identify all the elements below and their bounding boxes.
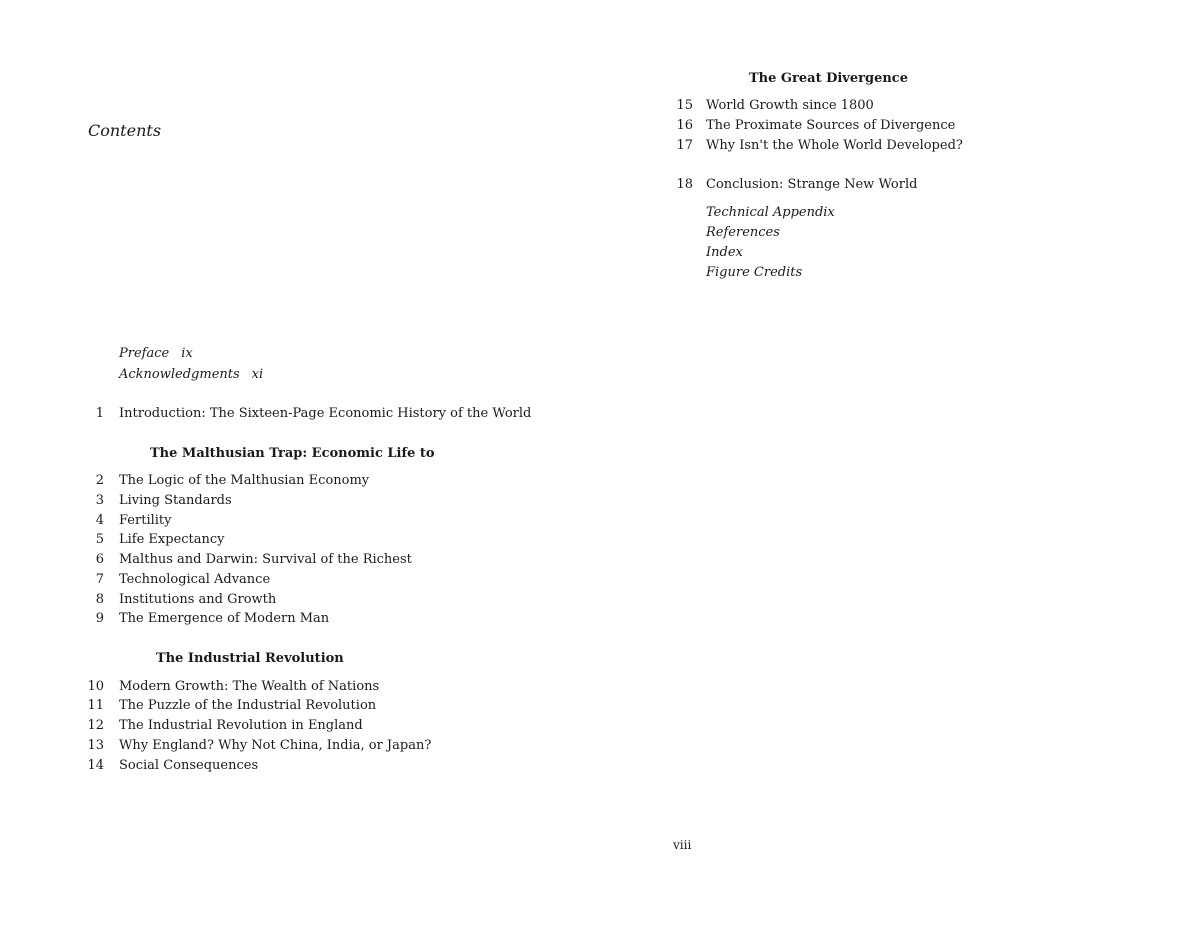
chapter-number: 8 <box>95 592 104 607</box>
toc-entry-chapter-15[interactable] <box>600 98 1200 116</box>
chapter-title: Living Standards <box>119 493 232 508</box>
chapter-title: World Growth since 1800 <box>706 98 874 113</box>
toc-entry-chapter-2[interactable] <box>0 473 600 491</box>
chapter-number: 7 <box>95 572 104 587</box>
chapter-title: The Industrial Revolution in England <box>119 718 363 733</box>
back-matter-index[interactable]: Index <box>706 245 743 260</box>
toc-entry-chapter-17[interactable] <box>600 138 1200 156</box>
chapter-number: 18 <box>676 177 693 192</box>
back-matter-references[interactable]: References <box>706 225 780 240</box>
chapter-number: 16 <box>676 118 693 133</box>
toc-entry-chapter-14[interactable] <box>0 758 600 776</box>
chapter-title: Conclusion: Strange New World <box>706 177 918 192</box>
toc-entry-chapter-11[interactable] <box>0 698 600 716</box>
chapter-title: Life Expectancy <box>119 532 225 547</box>
front-matter-label: Acknowledgments <box>119 367 240 382</box>
back-matter-technical-appendix[interactable]: Technical Appendix <box>706 205 835 220</box>
front-matter-page: xi <box>251 367 264 382</box>
chapter-title: Social Consequences <box>119 758 259 773</box>
chapter-number: 3 <box>95 493 104 508</box>
chapter-number: 2 <box>95 473 104 488</box>
toc-entry-chapter-6[interactable] <box>0 552 600 570</box>
toc-entry-chapter-9[interactable] <box>0 611 600 629</box>
chapter-title: Malthus and Darwin: Survival of the Richest <box>119 552 412 567</box>
toc-entry-chapter-18[interactable] <box>600 177 1200 195</box>
back-matter-figure-credits[interactable]: Figure Credits <box>706 265 803 280</box>
chapter-number: 14 <box>87 758 104 773</box>
chapter-number: 17 <box>676 138 693 153</box>
part-heading-malthusian-trap: The Malthusian Trap: Economic Life to <box>150 446 435 461</box>
chapter-number: 12 <box>87 718 104 733</box>
chapter-number: 10 <box>87 679 104 694</box>
chapter-number: 11 <box>87 698 104 713</box>
chapter-number: 15 <box>676 98 693 113</box>
toc-entry-chapter-10[interactable] <box>0 679 600 697</box>
chapter-title: The Logic of the Malthusian Economy <box>119 473 370 488</box>
toc-entry-chapter-1[interactable] <box>0 406 600 424</box>
part-heading-great-divergence: The Great Divergence <box>749 71 908 86</box>
front-matter-page: ix <box>181 346 193 361</box>
page-title: Contents <box>88 121 162 140</box>
chapter-title: Fertility <box>119 513 172 528</box>
toc-entry-chapter-12[interactable] <box>0 718 600 736</box>
page-number: viii <box>673 838 692 852</box>
toc-entry-chapter-3[interactable] <box>0 493 600 511</box>
chapter-number: 4 <box>95 513 104 528</box>
chapter-number: 5 <box>95 532 104 547</box>
chapter-title: Why England? Why Not China, India, or Japan? <box>119 738 432 753</box>
chapter-title: The Proximate Sources of Divergence <box>706 118 956 133</box>
toc-entry-chapter-8[interactable] <box>0 592 600 610</box>
chapter-number: 1 <box>95 406 104 421</box>
chapter-title: Modern Growth: The Wealth of Nations <box>119 679 380 694</box>
chapter-title: Institutions and Growth <box>119 592 277 607</box>
chapter-number: 6 <box>95 552 104 567</box>
toc-entry-chapter-13[interactable] <box>0 738 600 756</box>
chapter-title: Why Isn't the Whole World Developed? <box>706 138 963 153</box>
chapter-number: 9 <box>95 611 104 626</box>
chapter-title: The Emergence of Modern Man <box>119 611 330 626</box>
chapter-number: 13 <box>87 738 104 753</box>
toc-entry-chapter-4[interactable] <box>0 513 600 531</box>
part-heading-industrial-revolution: The Industrial Revolution <box>156 651 344 666</box>
front-matter-acknowledgments[interactable] <box>119 367 263 382</box>
front-matter-preface[interactable] <box>119 346 193 361</box>
chapter-title: Introduction: The Sixteen-Page Economic History of the World <box>119 406 532 421</box>
chapter-title: The Puzzle of the Industrial Revolution <box>119 698 377 713</box>
toc-entry-chapter-5[interactable] <box>0 532 600 550</box>
toc-entry-chapter-7[interactable] <box>0 572 600 590</box>
chapter-title: Technological Advance <box>119 572 271 587</box>
front-matter-label: Preface <box>119 346 170 361</box>
toc-entry-chapter-16[interactable] <box>600 118 1200 136</box>
